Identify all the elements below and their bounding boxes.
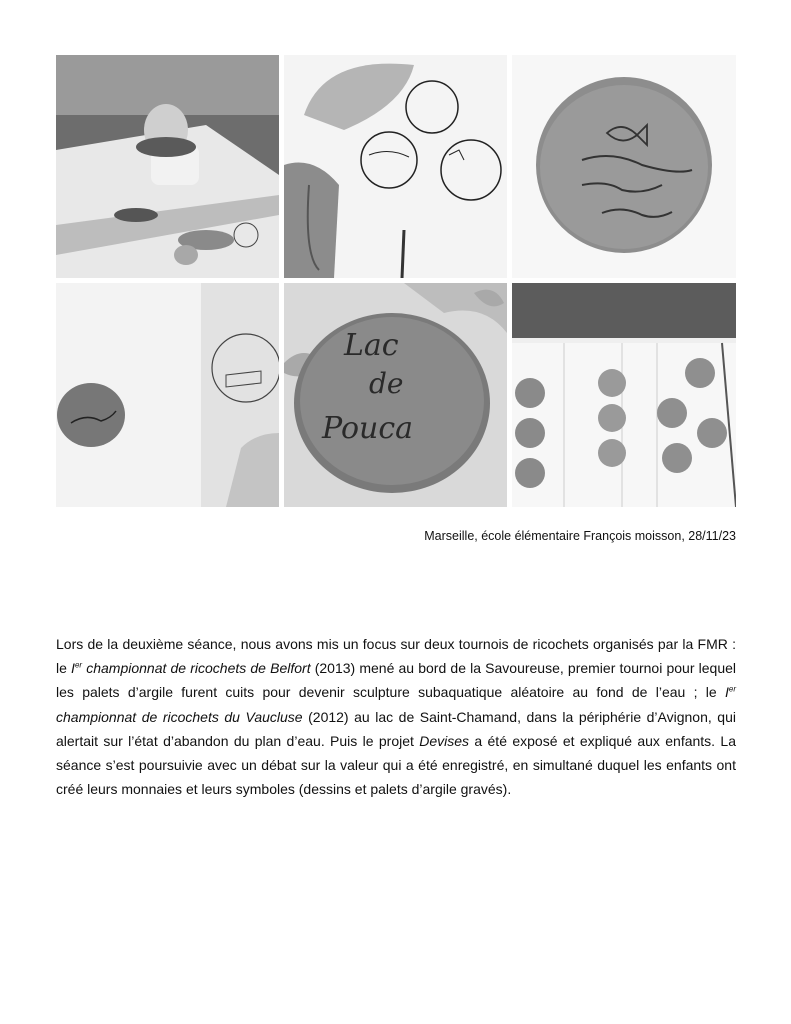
text-run: a été exposé et expliqué aux enfants. La séance s’est poursuivie avec un débat sur la valeur qui a été enregistré, en simultané duquel les enfants ont créé leurs monnaies et leurs symboles (dessins et palets d’argile gravés). [56,732,736,798]
photo-child-working [56,55,279,278]
photo-caption: Marseille, école élémentaire François moisson, 28/11/23 [424,529,736,543]
photo-hand-disc [56,283,279,507]
engraving-word-2: de [369,367,404,400]
title-vaucluse: Ier championnat de ricochets du Vaucluse [56,684,736,725]
engraving-word-3: Pouca [322,411,414,446]
text-run: (2012) au lac de Saint-Chamand, dans la périphérie d’Avignon, qui alertait sur l’état d’abandon du plan d’eau. Puis le projet [56,708,736,749]
photo-grid [56,55,736,507]
engraving-word-1: Lac [344,328,399,363]
text-run: (2013) mené au bord de la Savoureuse, premier tournoi pour lequel les palets d’argile furent cuits pour devenir sculpture subaquatique aléatoire au fond de l’eau ; le [56,660,736,701]
text-run: Lors de la deuxième séance, nous avons mis un focus sur deux tournois de ricochets organisés par la FMR : le [56,636,736,677]
photo-many-discs [512,283,736,507]
title-belfort: Ier championnat de ricochets de Belfort [71,660,311,677]
body-paragraph [56,632,736,801]
photo-fish-disc [512,55,736,278]
title-devises: Devises [419,732,470,749]
photo-lac-de-pouca-disc [284,283,507,507]
photo-drawings [284,55,507,278]
